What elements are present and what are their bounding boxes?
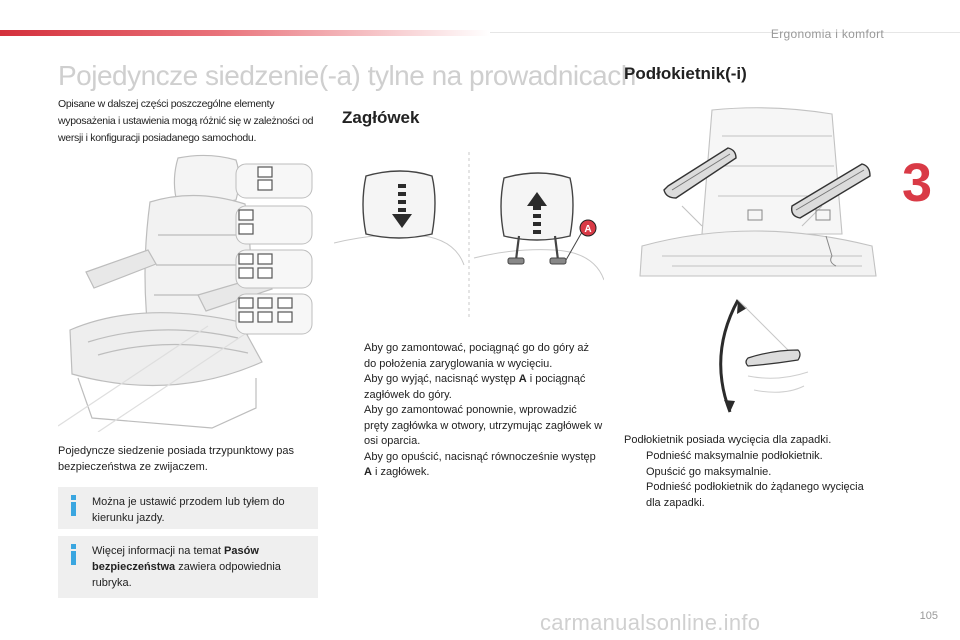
headrest-instructions (342, 341, 604, 481)
callout-label-a: A (584, 224, 592, 235)
page-title: Pojedyncze siedzenie(-a) tylne na prowadnicach (58, 60, 636, 91)
page-number: 105 (919, 610, 938, 622)
instruction-text: Aby go opuścić, nacisnąć równocześnie występ (364, 450, 596, 463)
info-box-seatbelts (58, 536, 318, 598)
instruction-text: Aby go wyjąć, nacisnąć występ (364, 373, 519, 385)
instruction-text: Podnieść podłokietnik do żądanego wycięcia dla zapadki. (646, 481, 864, 509)
instruction-bold: A (518, 373, 527, 385)
list-item (624, 465, 874, 481)
instruction-text: Podnieść maksymalnie podłokietnik. (646, 450, 823, 462)
info-icon (70, 495, 78, 517)
armrest-heading: Podłokietnik(-i) (624, 64, 747, 83)
headrest-heading: Zagłówek (342, 108, 420, 127)
armrest-seat-illustration (622, 106, 884, 286)
list-item (624, 449, 874, 465)
instruction-bold: A (364, 466, 372, 478)
info-box-orientation (58, 487, 318, 529)
list-item (342, 403, 604, 450)
header-divider (490, 32, 960, 33)
watermark: carmanualsonline.info (540, 610, 761, 635)
info-text-prefix: Więcej informacji na temat (92, 545, 225, 557)
list-item (342, 450, 604, 481)
armrest-description: Podłokietnik posiada wycięcia dla zapadki. (624, 434, 832, 446)
seat-description: Pojedyncze siedzenie posiada trzypunktowy pas bezpieczeństwa ze zwijaczem. (58, 445, 295, 473)
list-item (342, 341, 604, 372)
list-item (624, 480, 874, 511)
instruction-text: Aby go zamontować, pociągnąć go do góry aż do położenia zaryglowania w wycięciu. (364, 342, 590, 370)
instruction-text: Opuścić go maksymalnie. (646, 465, 772, 478)
instruction-text: i zagłówek. (371, 466, 430, 478)
info-text-suffix: zawiera odpowiednia rubryka. (92, 561, 281, 589)
list-item (342, 372, 604, 403)
instruction-text: i pociągnąć zagłówek do góry. (364, 373, 586, 401)
headrest-illustration (334, 148, 604, 320)
info-icon (70, 544, 78, 566)
intro-text: Opisane w dalszej części poszczególne elementy wyposażenia i ustawienia mogą różnić się w zależności od wersji i konfiguracji posiadanego samochodu. (58, 98, 314, 144)
seat-illustration (58, 150, 320, 432)
armrest-angle-illustration (708, 290, 828, 416)
instruction-text: Aby go zamontować ponownie, wprowadzić pręty zagłówka w otwory, utrzymując zagłówek w osi oparcia. (364, 404, 603, 447)
header-accent-bar (0, 30, 490, 36)
info-text: Można je ustawić przodem lub tyłem do kierunku jazdy. (92, 496, 285, 524)
chapter-number: 3 (902, 153, 933, 213)
info-text-bold: Pasów bezpieczeństwa (92, 545, 259, 573)
armrest-instructions (624, 449, 874, 511)
section-title: Ergonomia i komfort (770, 27, 884, 41)
